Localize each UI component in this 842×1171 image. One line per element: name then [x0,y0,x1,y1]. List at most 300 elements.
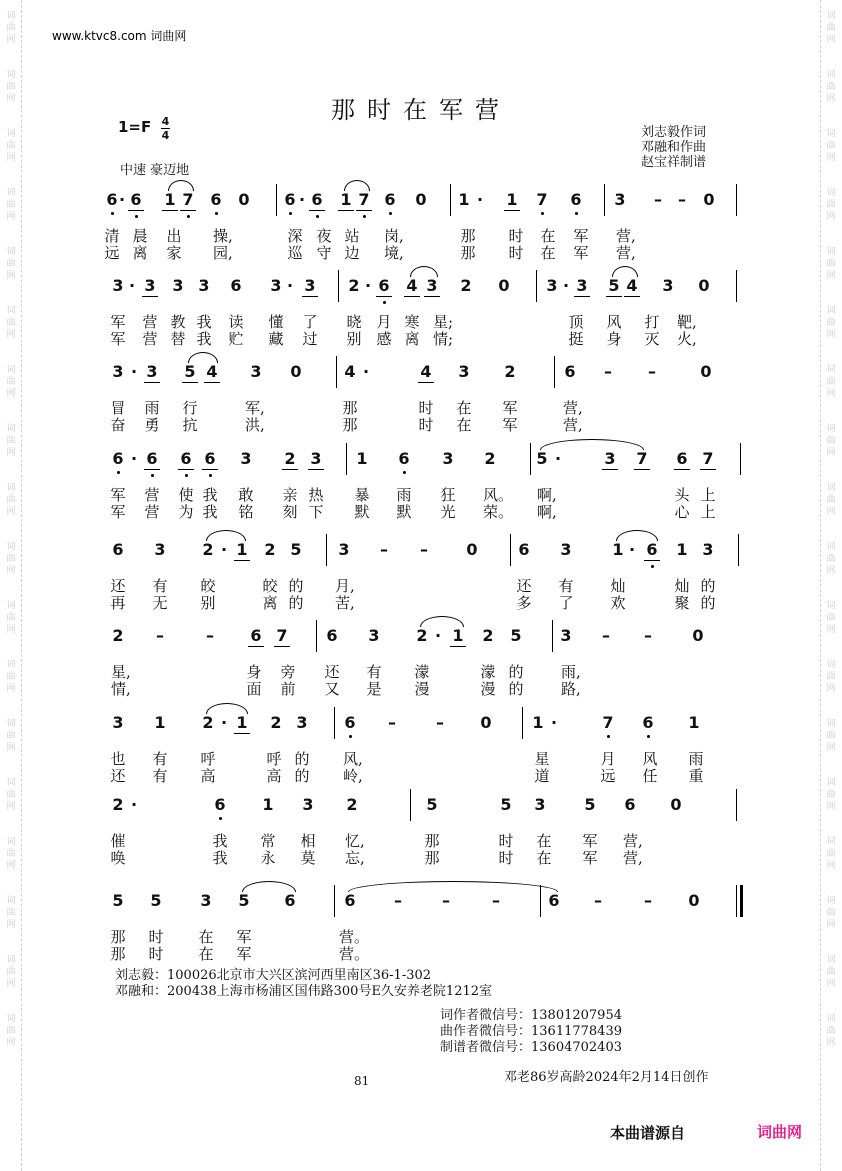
note [546,713,562,743]
note [668,795,684,825]
note [282,891,298,921]
lyric-syllable: 在 [456,399,472,417]
note-digit: 2 [348,276,360,295]
watermark-text: 词 曲 网 [6,660,16,694]
note-digit: 6 [646,540,658,559]
notation-line [112,713,738,743]
note-digit: 3 [560,540,572,559]
note [200,713,216,743]
note [686,713,702,743]
bar-line [326,534,327,566]
note-digit: 0 [415,190,427,209]
note-digit: 6 [311,190,323,209]
note [450,626,466,656]
bar-line [736,270,737,302]
duration-underline [418,382,434,383]
note-digit: – [436,713,444,732]
lyric-syllable: 荣。 [483,503,514,521]
watermark-text: 词 曲 网 [6,129,16,163]
note [508,626,524,656]
lyric-syllable: 军 [502,399,518,417]
lyric-line-verse-1 [112,751,738,768]
note-digit: 0 [238,190,250,209]
note [360,276,376,306]
time-signature [161,116,170,141]
note-digit: – [380,540,388,559]
lyric-syllable: 雨 [396,486,412,504]
note-digit: 6 [210,190,222,209]
watermark-text: 词 曲 网 [826,778,836,812]
lyric-syllable: 军 [582,849,598,867]
lyric-syllable: 光 [440,503,456,521]
lyric-syllable: 境, [384,244,404,262]
note-digit: · [434,626,442,645]
note [126,795,142,825]
lyric-syllable: 面 [246,680,262,698]
lyric-syllable: 了 [558,594,574,612]
lyric-syllable: 营, [616,227,636,245]
note [404,276,420,306]
lower-octave-dot [117,471,120,474]
note-digit: 6 [106,190,118,209]
note [170,276,186,306]
lyric-syllable: 在 [540,244,556,262]
note-digit: 1 [676,540,688,559]
lyric-syllable: 晓 [346,313,362,331]
lyric-syllable: 站 [344,227,360,245]
lyric-syllable: 在 [198,928,214,946]
duration-underline [606,296,622,297]
note [686,891,702,921]
lyric-syllable: 营。 [339,928,370,946]
watermark-text: 词 曲 网 [826,660,836,694]
note-digit: 2 [482,626,494,645]
note-digit: 0 [290,362,302,381]
note-digit: 3 [310,449,322,468]
note [342,891,358,921]
note [208,190,224,220]
note [674,449,690,479]
duration-underline [178,469,194,470]
lyric-syllable: 晨 [132,227,148,245]
note-digit: 4 [406,276,418,295]
lower-octave-dot [575,212,578,215]
arranger-credit: 赵宝祥制谱 [641,155,707,170]
lyric-syllable: 那 [460,244,476,262]
note [126,362,142,392]
watermark-text: 词 曲 网 [826,129,836,163]
duration-underline [128,210,144,211]
lower-octave-dot [651,565,654,568]
lyric-syllable: 催 [110,832,126,850]
note [212,795,228,825]
lower-octave-dot [316,215,319,218]
lyric-syllable: 月 [600,750,616,768]
lyric-syllable: 情; [433,330,454,348]
note-digit: 3 [146,362,158,381]
composer-address: 邓融和：200438上海市杨浦区国伟路300号E久安养老院1212室 [115,984,493,999]
note [110,362,126,392]
note-digit: – [492,891,500,910]
lyric-syllable: 感 [376,330,392,348]
note-digit: 5 [150,891,162,910]
lyric-syllable: 铭 [238,503,254,521]
lower-octave-dot [135,215,138,218]
note-digit: · [220,540,228,559]
lyric-syllable: 有 [366,663,382,681]
note-digit: 2 [264,540,276,559]
lyric-syllable: 敢 [238,486,254,504]
duration-underline [450,646,466,647]
slur-arc [410,266,438,277]
slur-arc [616,530,658,541]
note-digit: 6 [378,276,390,295]
note [502,362,518,392]
note-digit: 6 [112,449,124,468]
lower-octave-dot [349,735,352,738]
note-digit: 3 [534,795,546,814]
note [384,713,400,743]
right-dashed-edge [820,0,821,1171]
note [582,795,598,825]
note [674,190,690,220]
note [606,276,622,306]
note [294,713,310,743]
lyric-syllable: 身 [246,663,262,681]
lyric-syllable: 那 [342,416,358,434]
watermark-text: 词 曲 网 [826,719,836,753]
note [248,626,264,656]
note-digit: 0 [670,795,682,814]
lower-octave-dot [389,212,392,215]
lyric-syllable: 下 [308,503,324,521]
note-digit: 7 [358,190,370,209]
note-digit: · [550,713,558,732]
watermark-text: 词 曲 网 [826,542,836,576]
note-digit: 5 [238,891,250,910]
note-digit: – [654,190,662,209]
note [309,190,325,220]
duration-underline [674,469,690,470]
lyric-syllable: 雨 [144,399,160,417]
note-digit: 5 [536,449,548,468]
lyric-syllable: 再 [110,594,126,612]
note-digit: 1 [262,795,274,814]
note [600,362,616,392]
note-digit: 1 [612,540,624,559]
lower-octave-dot [219,817,222,820]
bar-line [450,184,451,216]
note-digit: – [206,626,214,645]
lyric-syllable: 在 [536,832,552,850]
note-digit: 7 [602,713,614,732]
note-digit: 5 [426,795,438,814]
bar-line [336,356,337,388]
note [650,190,666,220]
note [624,540,640,570]
key-signature: 1=F [118,118,152,136]
lyric-line-verse-1 [104,227,738,245]
brand-logo[interactable]: 词曲网 [757,1123,803,1141]
note-digit: · [130,795,138,814]
duration-underline [634,469,650,470]
note-digit: 2 [416,626,428,645]
note-digit: 3 [172,276,184,295]
note-digit: 3 [302,795,314,814]
lyric-syllable: 相 [300,832,316,850]
lyric-syllable: 营, [563,399,583,417]
lyric-syllable: 的 [288,594,304,612]
note-digit: 3 [662,276,674,295]
watermark-text: 词 曲 网 [826,601,836,635]
lyricist-wechat: 词作者微信号：13801207954 [440,1008,622,1023]
lyric-syllable: 有 [558,577,574,595]
note [532,795,548,825]
lower-octave-dot [209,474,212,477]
note [282,276,298,306]
lyric-syllable: 风 [606,313,622,331]
notation-line [112,626,738,656]
lyric-syllable: 聚 [674,594,690,612]
lyric-syllable: 过 [302,330,318,348]
lyric-syllable: 我 [212,849,228,867]
note-digit: 2 [346,795,358,814]
lyric-syllable: 在 [536,849,552,867]
credits [641,125,706,170]
note [152,626,168,656]
note [624,276,640,306]
duration-underline [624,296,640,297]
note [124,276,140,306]
watermark-text: 词 曲 网 [826,483,836,517]
note [440,449,456,479]
note-digit: 4 [206,362,218,381]
note-digit: 3 [338,540,350,559]
lyric-line-verse-2 [112,417,738,434]
lower-octave-dot [403,471,406,474]
note [268,713,284,743]
watermark-text: 词 曲 网 [6,424,16,458]
note-digit: 3 [560,626,572,645]
note-digit: 6 [180,449,192,468]
note [480,626,496,656]
final-bar-line [740,885,743,917]
note [274,626,290,656]
watermark-text: 词 曲 网 [826,896,836,930]
note [458,276,474,306]
slur-arc [188,352,218,363]
composer-credit: 邓融和作曲 [641,140,707,155]
lyric-syllable: 星, [111,663,131,681]
slur-arc [242,881,296,892]
note-digit: 6 [204,449,216,468]
lower-octave-dot [215,212,218,215]
lyric-syllable: 别 [200,594,216,612]
note-digit: · [220,713,228,732]
slur-arc [344,180,370,191]
note-digit: 6 [344,713,356,732]
lyric-syllable: 边 [344,244,360,262]
note [288,362,304,392]
lyric-syllable: 离 [404,330,420,348]
note-digit: 3 [426,276,438,295]
lyric-syllable: 默 [354,503,370,521]
note [562,362,578,392]
lyric-syllable: 出 [166,227,182,245]
note [700,449,716,479]
note [430,626,446,656]
lyric-syllable: 顶 [568,313,584,331]
note-digit: 2 [460,276,472,295]
lyric-syllable: 深 [287,227,303,245]
lower-octave-dot [541,212,544,215]
lyric-line-verse-1 [112,929,738,946]
note [516,540,532,570]
watermark-text: 词 曲 网 [6,70,16,104]
lyric-syllable: 风, [343,750,363,768]
slur-arc [348,881,558,892]
lyric-syllable: 也 [110,750,126,768]
watermark-text: 词 曲 网 [6,896,16,930]
source-label: 本曲谱源自 [610,1124,686,1142]
lyric-syllable: 忆, [345,832,365,850]
note-digit: 3 [458,362,470,381]
lyric-syllable: 时 [498,849,514,867]
lyric-syllable: 还 [110,767,126,785]
note [238,449,254,479]
note-digit: 2 [484,449,496,468]
note-digit: · [130,449,138,468]
lyric-syllable: 亲 [282,486,298,504]
note-digit: 2 [202,713,214,732]
note [110,713,126,743]
lyric-syllable: 时 [148,945,164,963]
lower-octave-dot [187,215,190,218]
lyric-syllable: 时 [508,227,524,245]
note [382,190,398,220]
lyric-syllable: 我 [202,486,218,504]
lyric-syllable: 呼 [200,750,216,768]
note-digit: 1 [688,713,700,732]
note [178,449,194,479]
duration-underline [338,210,354,211]
note-digit: – [594,891,602,910]
watermark-text: 词 曲 网 [826,11,836,45]
lyric-syllable: 家 [166,244,182,262]
note [424,276,440,306]
note-digit: · [628,540,636,559]
note-digit: 0 [688,891,700,910]
lyric-syllable: 雨 [688,750,704,768]
lyric-syllable: 替 [170,330,186,348]
note [376,276,392,306]
note [640,891,656,921]
note [574,276,590,306]
note-digit: 5 [290,540,302,559]
watermark-text: 词 曲 网 [6,306,16,340]
lyric-syllable: 前 [280,680,296,698]
site-header[interactable]: www.ktvc8.com 词曲网 [52,29,187,43]
note-digit: 1 [458,190,470,209]
lyric-syllable: 的 [288,577,304,595]
note-digit: 6 [214,795,226,814]
notation-line [112,891,738,921]
lyricist-address: 刘志毅：100026北京市大兴区滨河西里南区36-1-302 [115,968,432,983]
note [396,449,412,479]
note-digit: 3 [240,449,252,468]
lower-octave-dot [607,735,610,738]
note-digit: 1 [164,190,176,209]
duration-underline [234,733,250,734]
lyric-syllable: 情, [111,680,131,698]
lyric-syllable: 寒 [404,313,420,331]
bar-line [530,443,531,475]
notation-line [106,190,738,220]
lyric-syllable: 冒 [110,399,126,417]
watermark-text: 词 曲 网 [6,11,16,45]
note [126,449,142,479]
note-digit: – [644,891,652,910]
lyric-line-verse-1 [112,578,738,595]
note [424,795,440,825]
lyric-syllable: 灿 [674,577,690,595]
lyric-syllable: 离 [262,594,278,612]
lyric-syllable: 守 [316,244,332,262]
bar-line [276,184,277,216]
lyric-syllable: 刻 [282,503,298,521]
right-watermark-column [820,0,842,1171]
lyric-syllable: 还 [516,577,532,595]
note [354,449,370,479]
lyric-syllable: 军 [110,486,126,504]
lyric-syllable: 头 [674,486,690,504]
note [534,449,550,479]
lyric-line-verse-2 [112,595,738,612]
lyric-syllable: 军 [573,227,589,245]
watermark-text: 词 曲 网 [826,70,836,104]
duration-underline [234,560,250,561]
lyric-syllable: 军 [110,330,126,348]
note [558,626,574,656]
note [644,362,660,392]
note [701,190,717,220]
lyric-syllable: 多 [516,594,532,612]
lyric-syllable: 教 [170,313,186,331]
lyric-syllable: 园, [213,244,233,262]
note-digit: · [128,276,136,295]
arranger-wechat: 制谱者微信号：13604702403 [440,1040,622,1055]
note [142,276,158,306]
lyric-syllable: 岭, [343,767,363,785]
note-digit: · [362,362,370,381]
duration-underline [302,296,318,297]
duration-underline [376,296,392,297]
lyric-line-verse-2 [112,946,738,963]
note-digit: 0 [466,540,478,559]
note [234,713,250,743]
note [472,190,488,220]
watermark-text: 词 曲 网 [6,365,16,399]
lyric-syllable: 任 [642,767,658,785]
meter-bottom: 4 [161,129,170,142]
bar-line [736,789,737,821]
notation-line [112,449,738,479]
watermark-text: 词 曲 网 [826,837,836,871]
note-digit: · [130,362,138,381]
note-digit: 6 [398,449,410,468]
note [568,190,584,220]
lyric-line-verse-2 [112,681,738,698]
